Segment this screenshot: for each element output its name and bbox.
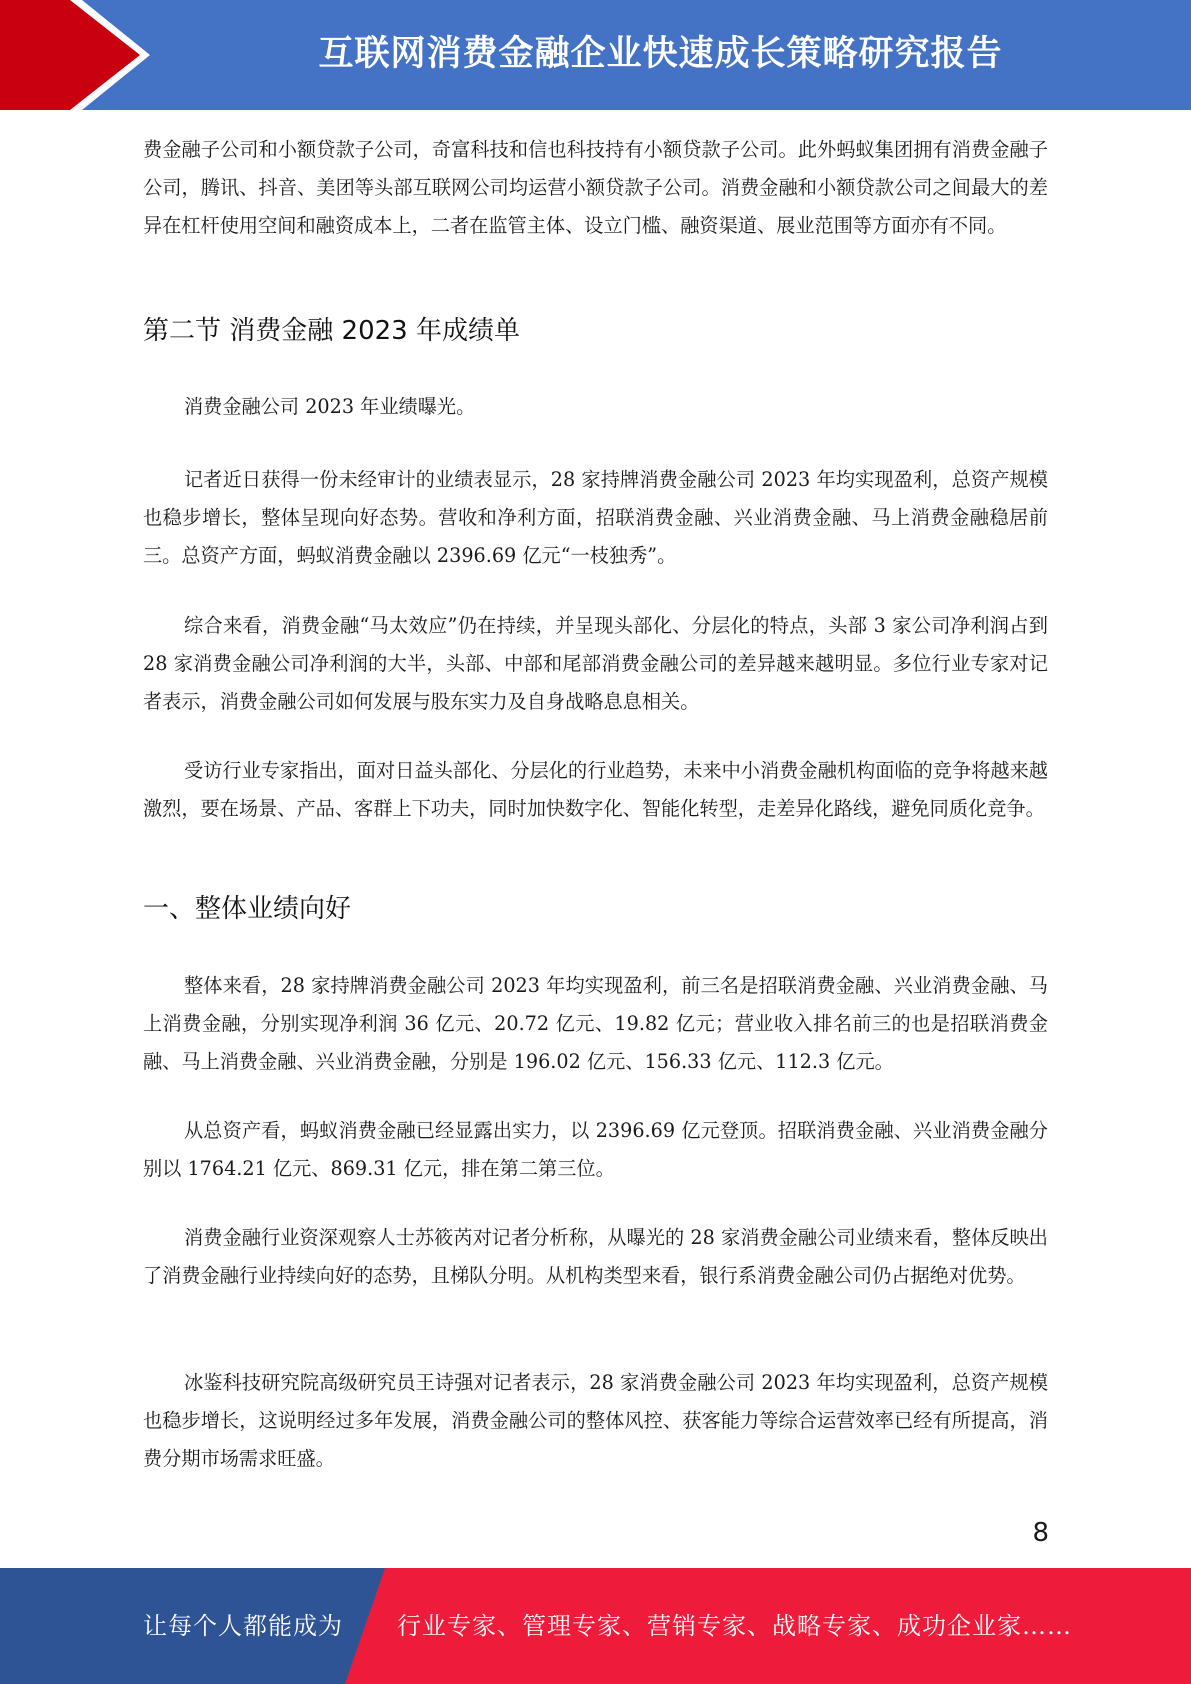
paragraph-observer-analysis: 消费金融行业资深观察人士苏筱芮对记者分析称，从曝光的 28 家消费金融公司业绩来看，整体反映出了消费金融行业持续向好的态势，且梯队分明。从机构类型来看，银行系消费金融公司仍占据绝对优势。 (143, 1226, 1048, 1287)
page-number: 8 (1032, 1518, 1049, 1548)
paragraph-overall-profit: 整体来看，28 家持牌消费金融公司 2023 年均实现盈利，前三名是招联消费金融、兴业消费金融、马上消费金融，分别实现净利润 36 亿元、20.72 亿元、19.82 亿元；营业收入排名前三的也是招联消费金融、马上消费金融、兴业消费金融，分别是 196.02 亿元、156.33 亿元、112.3 亿元。 (143, 974, 1048, 1073)
page-header-banner (0, 0, 1191, 110)
paragraph-researcher-comment: 冰鉴科技研究院高级研究员王诗强对记者表示，28 家消费金融公司 2023 年均实现盈利，总资产规模也稳步增长，这说明经过多年发展，消费金融公司的整体风控、获客能力等综合运营效率已经有所提高，消费分期市场需求旺盛。 (143, 1371, 1048, 1470)
paragraph-expert-advice: 受访行业专家指出，面对日益头部化、分层化的行业趋势，未来中小消费金融机构面临的竞争将越来越激烈，要在场景、产品、客群上下功夫，同时加快数字化、智能化转型，走差异化路线，避免同质化竞争。 (143, 759, 1048, 820)
paragraph-intro-continued: 费金融子公司和小额贷款子公司，奇富科技和信也科技持有小额贷款子公司。此外蚂蚁集团拥有消费金融子公司，腾讯、抖音、美团等头部互联网公司均运营小额贷款子公司。消费金融和小额贷款公司之间最大的差异在杠杆使用空间和融资成本上，二者在监管主体、设立门槛、融资渠道、展业范围等方面亦有不同。 (143, 138, 1048, 237)
section-heading-2023-scorecard: 第二节 消费金融 2023 年成绩单 (143, 316, 520, 346)
paragraph-matthew-effect: 综合来看，消费金融“马太效应”仍在持续，并呈现头部化、分层化的特点，头部 3 家公司净利润占到 28 家消费金融公司净利润的大半，头部、中部和尾部消费金融公司的差异越来越明显。多位行业专家对记者表示，消费金融公司如何发展与股东实力及自身战略息息相关。 (143, 614, 1048, 713)
subsection-heading-overall-performance: 一、整体业绩向好 (143, 894, 352, 924)
paragraph-total-assets: 从总资产看，蚂蚁消费金融已经显露出实力，以 2396.69 亿元登顶。招联消费金融、兴业消费金融分别以 1764.21 亿元、869.31 亿元，排在第二第三位。 (143, 1119, 1048, 1180)
paragraph-unaudited-results: 记者近日获得一份未经审计的业绩表显示，28 家持牌消费金融公司 2023 年均实现盈利，总资产规模也稳步增长，整体呈现向好态势。营收和净利方面，招联消费金融、兴业消费金融、马上消费金融稳居前三。总资产方面，蚂蚁消费金融以 2396.69 亿元“一枝独秀”。 (143, 468, 1048, 567)
page-footer-banner (0, 1568, 1191, 1684)
footer-slogan-right: 行业专家、管理专家、营销专家、战略专家、成功企业家…… (397, 1612, 1072, 1640)
paragraph-results-exposed: 消费金融公司 2023 年业绩曝光。 (184, 395, 476, 418)
report-title: 互联网消费金融企业快速成长策略研究报告 (318, 34, 1003, 74)
header-red-chevron (0, 0, 140, 110)
footer-slogan-left: 让每个人都能成为 (143, 1612, 343, 1640)
